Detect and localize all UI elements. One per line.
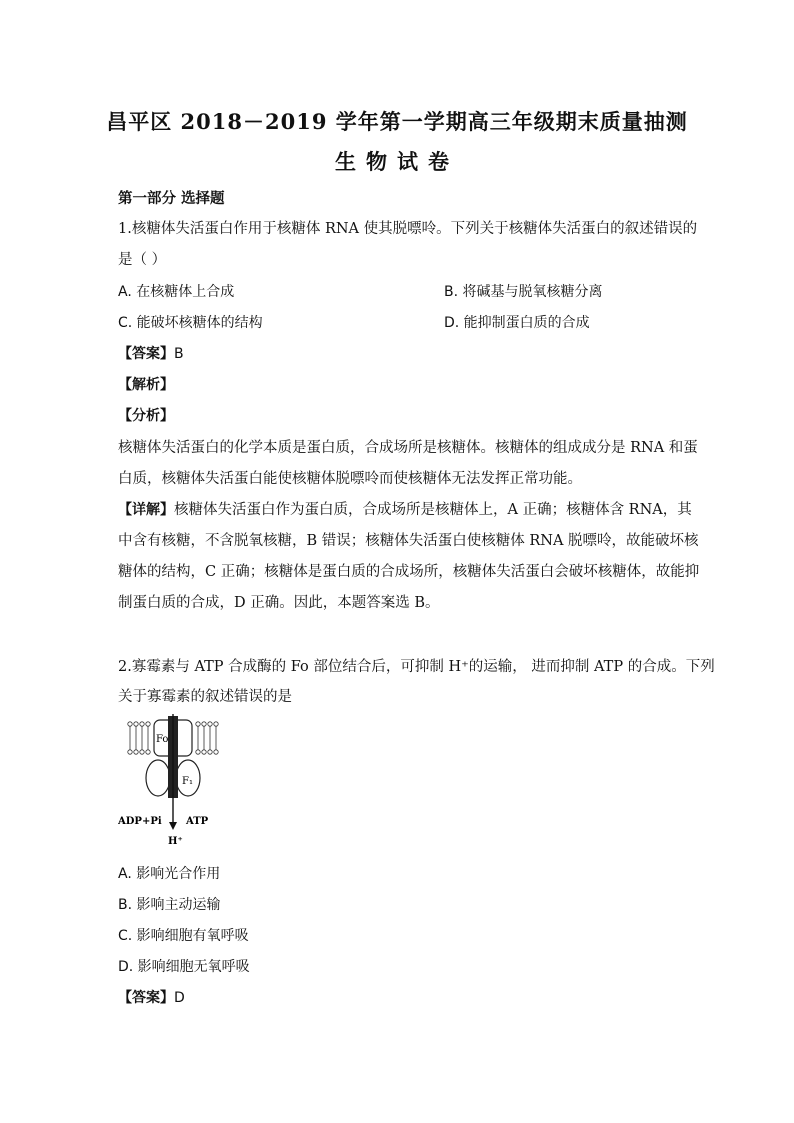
section-heading: 第一部分 选择题	[118, 190, 225, 207]
q2-stem-line1: 2.寡霉素与 ATP 合成酶的 Fo 部位结合后，可抑制 H⁺的运输， 进而抑制 ATP 的合成。下列	[118, 659, 715, 675]
q1-stem-line1: 1.核糖体失活蛋白作用于核糖体 RNA 使其脱嘌呤。下列关于核糖体失活蛋白的叙述错误的	[118, 221, 698, 237]
adp-label: ADP+Pi	[118, 816, 162, 827]
q1-option-d: D. 能抑制蛋白质的合成	[444, 315, 590, 331]
q2-answer	[118, 987, 185, 1007]
q2-stem-line2: 关于寡霉素的叙述错误的是	[118, 689, 292, 705]
answer-value: B	[174, 346, 184, 362]
page-subtitle: 生物试卷	[335, 149, 459, 174]
page-title: 昌平区 2018－2019 学年第一学期高三年级期末质量抽测	[106, 109, 688, 134]
f1-label: F₁	[182, 776, 193, 787]
q1-fenxi-line1: 核糖体失活蛋白的化学本质是蛋白质，合成场所是核糖体。核糖体的组成成分是 RNA 和蛋	[118, 440, 698, 456]
q2-option-a: A. 影响光合作用	[118, 866, 221, 882]
q1-option-c: C. 能破坏核糖体的结构	[118, 315, 263, 331]
proton-arrowhead	[169, 822, 177, 830]
q2-option-b: B. 影响主动运输	[118, 897, 221, 913]
q2-option-d: D. 影响细胞无氧呼吸	[118, 959, 250, 975]
q1-analysis-tag: 【解析】	[118, 377, 174, 393]
q1-stem-line2: 是（ ）	[118, 252, 167, 268]
h-plus-label: H⁺	[168, 836, 183, 847]
answer-tag: 【答案】	[118, 990, 174, 1006]
f1-left-lobe	[146, 760, 170, 796]
q2-option-c: C. 影响细胞有氧呼吸	[118, 928, 249, 944]
q1-answer	[118, 343, 184, 363]
answer-tag: 【答案】	[118, 346, 174, 362]
q1-detail-line2: 中含有核糖，不含脱氧核糖，B 错误；核糖体失活蛋白使核糖体 RNA 脱嘌呤，故能破坏核	[118, 533, 699, 549]
detail-tag: 【详解】	[118, 502, 174, 518]
atp-label: ATP	[186, 816, 209, 827]
q1-detail-line4: 制蛋白质的合成，D 正确。因此，本题答案选 B。	[118, 595, 440, 611]
q1-option-a: A. 在核糖体上合成	[118, 284, 235, 300]
q1-fenxi-line2: 白质，核糖体失活蛋白能使核糖体脱嘌呤而使核糖体无法发挥正常功能。	[118, 471, 582, 487]
answer-value: D	[174, 990, 185, 1006]
atp-synthase-diagram	[118, 712, 228, 852]
atp-synthase-figure	[118, 712, 228, 852]
q1-option-b: B. 将碱基与脱氧核糖分离	[444, 284, 603, 300]
q1-fenxi-tag: 【分析】	[118, 408, 174, 424]
q1-detail-line1	[118, 498, 692, 519]
detail-text: 核糖体失活蛋白作为蛋白质，合成场所是核糖体上，A 正确；核糖体含 RNA，其	[174, 502, 692, 518]
fo-label: Fo	[156, 734, 169, 745]
q1-detail-line3: 糖体的结构，C 正确；核糖体是蛋白质的合成场所，核糖体失活蛋白会破坏核糖体，故能抑	[118, 564, 700, 580]
